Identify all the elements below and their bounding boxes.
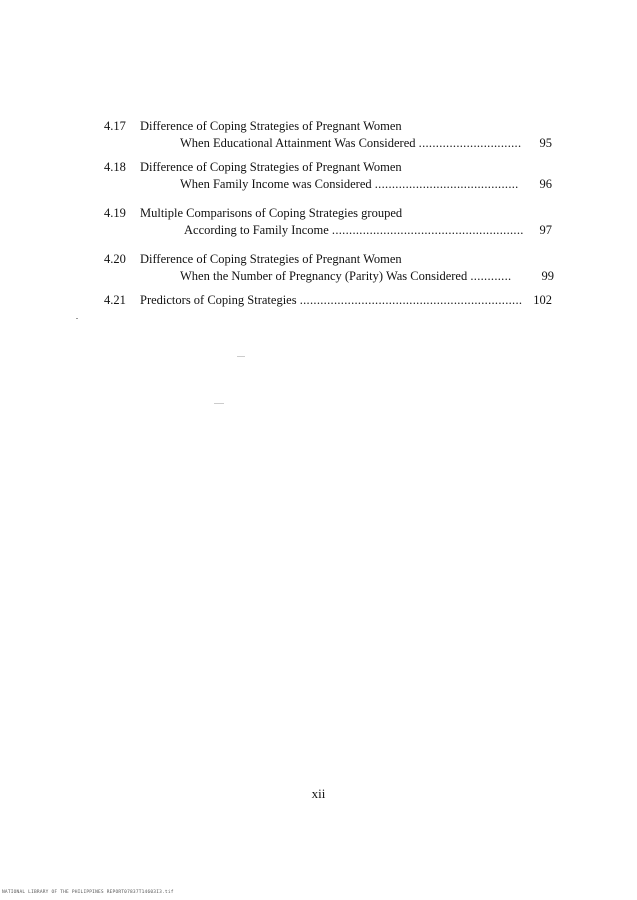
entry-page-number: 96 [539,177,552,191]
scan-speck [214,403,224,404]
entry-number: 4.19 [104,206,126,220]
entry-number: 4.20 [104,252,126,266]
entry-page-number: 95 [539,136,552,150]
scan-stamp: NATIONAL LIBRARY OF THE PHILIPPINES REPORT07837T14603I3.tif [2,890,174,895]
entry-subtitle: When the Number of Pregnancy (Parity) Was Considered [180,269,468,283]
entry-title: Difference of Coping Strategies of Pregnant Women [140,252,402,266]
entry-subtitle-line [180,176,519,193]
entry-title: Difference of Coping Strategies of Pregnant Women [140,119,402,133]
entry-subtitle-line [184,222,524,239]
leader-dots: .............................. [418,136,522,150]
entry-subtitle: When Educational Attainment Was Considered [180,136,416,150]
scan-speck [237,356,245,357]
entry-title: Predictors of Coping Strategies [140,293,297,307]
entry-title: Difference of Coping Strategies of Pregnant Women [140,160,402,174]
entry-number: 4.18 [104,160,126,174]
entry-subtitle-line [180,268,511,285]
scan-speck [76,318,78,319]
entry-subtitle: When Family Income was Considered [180,177,372,191]
leader-dots: ............ [470,269,512,283]
entry-number: 4.21 [104,293,126,307]
entry-page-number: 97 [539,223,552,237]
leader-dots: .......................................... [374,177,519,191]
entry-page-number: 99 [541,269,554,283]
leader-dots: ........................................................ [331,223,524,237]
entry-subtitle: According to Family Income [184,223,329,237]
entry-subtitle-line [180,135,521,152]
entry-number: 4.17 [104,119,126,133]
entry-title-line [140,292,522,309]
leader-dots: ................................................................. [299,293,523,307]
entry-title: Multiple Comparisons of Coping Strategies grouped [140,206,403,220]
page-number: xii [311,786,326,801]
entry-page-number: 102 [533,293,552,307]
